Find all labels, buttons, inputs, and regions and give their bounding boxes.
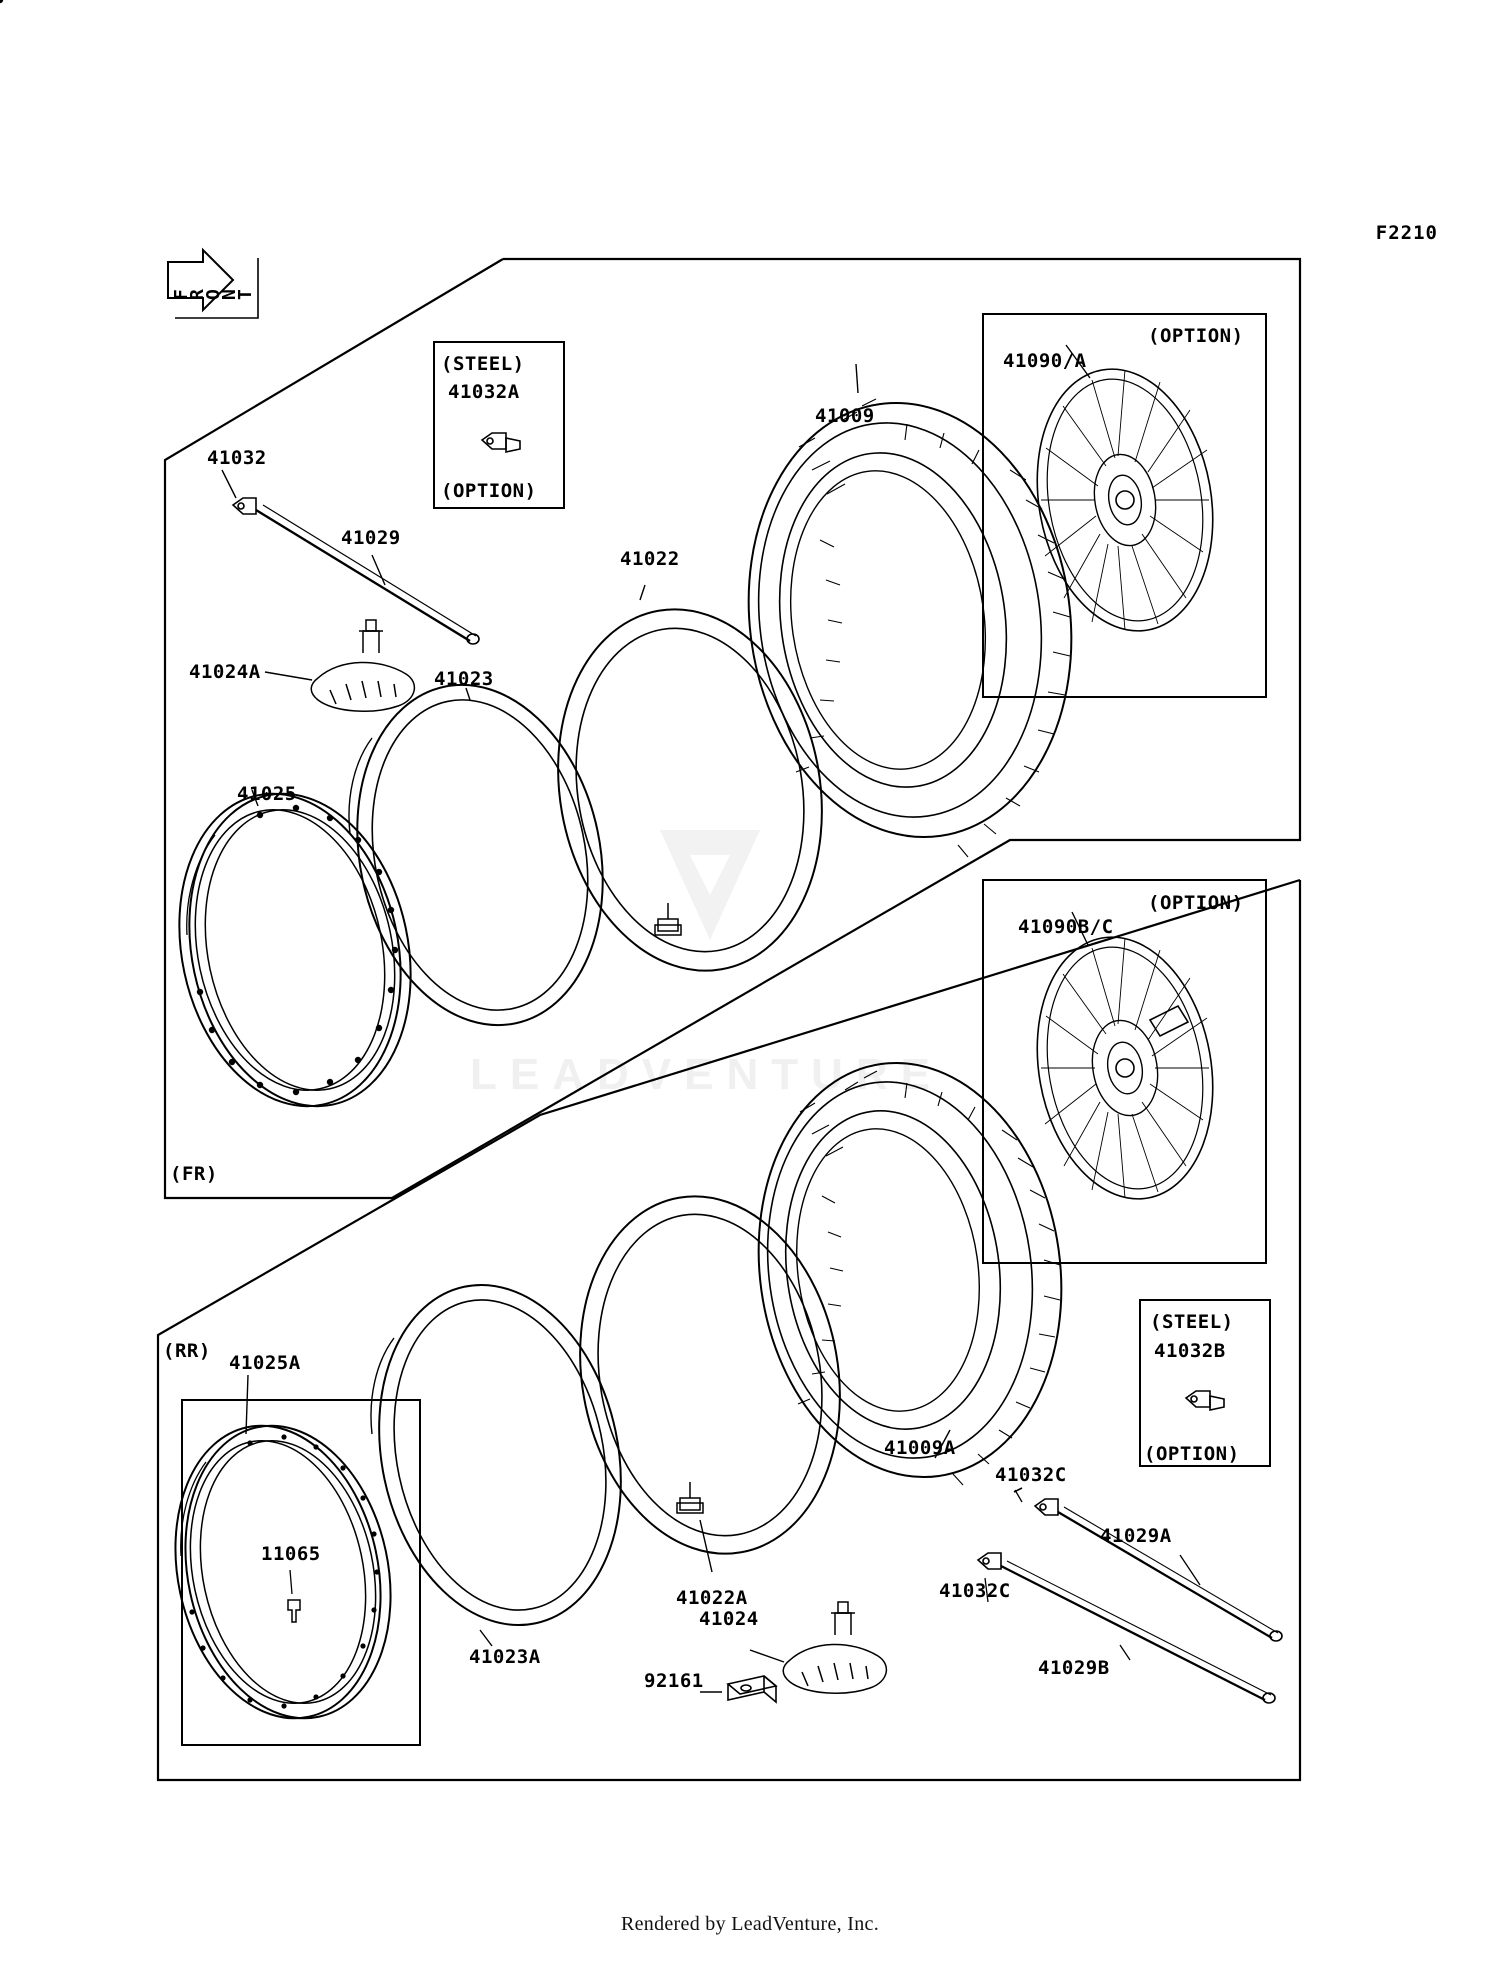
part-label-41022A: 41022A — [676, 1587, 748, 1609]
part-label-41024: 41024 — [699, 1608, 759, 1630]
part-label-41090BC: 41090B/C — [1018, 916, 1114, 938]
svg-text:F: F — [171, 289, 192, 300]
part-label-41032C-1: 41032C — [995, 1464, 1067, 1486]
part-label-41029A: 41029A — [1100, 1525, 1172, 1547]
part-label-41032: 41032 — [207, 447, 267, 469]
option-label-wheel-rear: (OPTION) — [1148, 892, 1244, 914]
svg-text:O: O — [203, 289, 224, 300]
part-label-11065: 11065 — [261, 1543, 321, 1565]
part-label-41025: 41025 — [237, 783, 297, 805]
part-label-41032B: 41032B — [1154, 1340, 1226, 1362]
rear-section-label: (RR) — [163, 1340, 211, 1362]
part-label-41025A: 41025A — [229, 1352, 301, 1374]
part-label-41009: 41009 — [815, 405, 875, 427]
svg-text:R: R — [187, 289, 208, 300]
part-label-41023: 41023 — [434, 668, 494, 690]
part-label-41029: 41029 — [341, 527, 401, 549]
part-label-92161: 92161 — [644, 1670, 704, 1692]
svg-text:T: T — [235, 289, 256, 300]
sheet-code: F2210 — [1375, 222, 1438, 244]
footer-credit: Rendered by LeadVenture, Inc. — [620, 1913, 880, 1935]
part-label-41022: 41022 — [620, 548, 680, 570]
part-label-41024A: 41024A — [189, 661, 261, 683]
steel-label-rear: (STEEL) — [1150, 1311, 1234, 1333]
option-label-rear-nipple: (OPTION) — [1144, 1443, 1240, 1465]
part-label-41023A: 41023A — [469, 1646, 541, 1668]
part-label-41009A: 41009A — [884, 1437, 956, 1459]
steel-label-front: (STEEL) — [441, 353, 525, 375]
option-label-front-nipple: (OPTION) — [441, 480, 537, 502]
option-label-wheel-front: (OPTION) — [1148, 325, 1244, 347]
part-label-41032C-2: 41032C — [939, 1580, 1011, 1602]
svg-text:N: N — [219, 289, 240, 300]
front-section-label: (FR) — [170, 1163, 218, 1185]
watermark-text: LEADVENTURE — [470, 1050, 944, 1099]
part-label-41032A: 41032A — [448, 381, 520, 403]
part-label-41029B: 41029B — [1038, 1657, 1110, 1679]
part-label-41090A: 41090/A — [1003, 350, 1087, 372]
